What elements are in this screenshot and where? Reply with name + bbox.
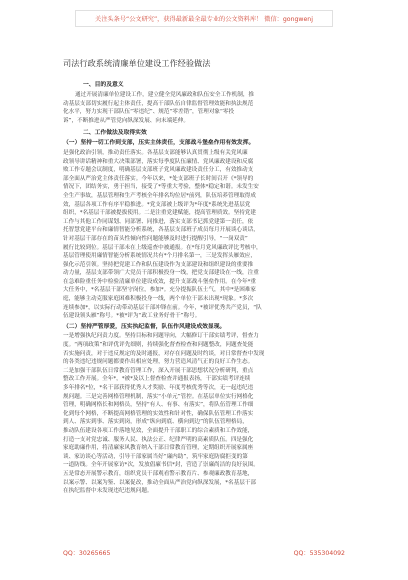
paragraph-line: 基层管理使用廉情智能分析系统情况共有*个月排名第一，三是发挥头雁效应，: [63, 253, 256, 260]
paragraph-line: 推动队伍建设各项工作落地见效，全面提升干部职工的综合素质和工作效能，: [63, 427, 254, 434]
document-title: 司法行政系统清廉单位建设工作经验做法: [63, 58, 211, 68]
paragraph-line: 部全面从严治党主体责任落实。今年以来，*处支部班子长时间召开《*领导的: [63, 175, 254, 182]
promo-banner: [75, 10, 333, 27]
paragraph-line: 度。“两项政策”和评优评先细则，持续强化督查检查和问题整改，问题查处能: [63, 342, 254, 349]
paragraph-line: 到人、落实到事、落实到岗，形成“纵向到底、横向到边”的队伍管理格局，: [63, 419, 248, 426]
paragraph-line: 组织，*名基层干部被提拔使用。二是注重党建赋能，提高管理质效。坚持党建: [63, 210, 256, 217]
paragraph-line: 通过开展清廉单位建设工作，建立健全党风廉政和队伍安全工作机制，推: [75, 92, 255, 98]
paragraph-line: 在急难险重任务中检验清廉单位建设成效，提升支部战斗堡垒作用。在今年*重: [63, 278, 256, 285]
paragraph-line: 规问题。三是完善网格管理机制，落实“小单元”管控。在基层单位实行网格化: [63, 393, 254, 400]
section2-heading: 二、工作做法及取得实效: [83, 130, 147, 137]
paragraph-line: 败工作专题会议制度，明确基层支部班子党风廉政建设责任分工，有效推动支: [63, 167, 254, 174]
paragraph-line: 整改工作开展。全年*，*被*及以上督查检查并通报表扬，干部实绩考评连续: [63, 376, 251, 383]
paragraph-line: 以案示警、以案为鉴、以案促改，推动全面从严治党向纵深发展，*名基层干部: [63, 479, 256, 486]
paragraph-line: 五是常态开展警示教育，组织党员干部观看警示教育片、参观廉政教育基地，: [63, 470, 254, 477]
subsection1-body: [63, 149, 345, 321]
paragraph-line: 履行比较到位。基层干部未在上级巡查中被通报。在*每月党风廉政评比考核中，: [63, 244, 262, 251]
paragraph-line: 二是加强干部队伍日常教育管理工作，深入开展干部思想状况分析研判，重点: [63, 367, 254, 374]
paragraph-line: 打造一支对党忠诚、服务人民、执法公正、纪律严明的高素质队伍。四是强化: [63, 436, 254, 443]
paragraph-line: 的各类违纪违规问题都要作出相应处理，努力营造风清气正的良好工作生态。: [63, 359, 254, 366]
qq-contact-1: QQ：30265665: [63, 550, 111, 557]
paragraph-line: 是强化政治引领，推动责任落实。各基层支部能够认真贯彻上级有关党风廉: [63, 149, 248, 156]
paragraph-line: 谈、家访谈心等活动，引导干部家属当好“廉内助”，筑牢家庭防腐拒变的第: [63, 453, 248, 460]
paragraph-line: 动力量，基层支部带领广大党员干部积极投身一线，把党支部建设在一线，注重: [63, 270, 259, 277]
paragraph-line: 托智慧党建平台和廉情智能分析系统，各基层支部班子成员每月开展谈心谈话，: [63, 227, 259, 234]
paragraph-line: 化到每个网格，不断提高网格管理的实效性和针对性，确保队伍管理工作落实: [63, 410, 254, 417]
paragraph-line: 连续参加*，以实际行动带动基层干部冲锋在前。今年，*被评优秀共产党员，“队: [63, 304, 262, 311]
paragraph-line: 多年排名*位，*名干部获得优秀人才奖励、年度考核优秀等次，无一起违纪违: [63, 385, 254, 391]
paragraph-line: 动基层支部切实履行起主体责任，提高干部队伍自律监督管理效能和执法规范: [63, 100, 254, 107]
document-body: [63, 58, 345, 496]
promo-banner-text: 关注头条号“公文研究”，获得最新最全最专业的公文资料库！ 微信：gongwenj: [95, 16, 313, 23]
paragraph-line: 情况下，团结务实，勇于担当，接受了*等重大考验，整体*稳定和谐。未发生安: [63, 184, 259, 191]
subsection2-heading: （二）坚持严管厚爱，压实执纪监督，队伍作风建设成效显现。: [63, 323, 226, 330]
section1-heading: 一、目的及意义: [83, 82, 124, 88]
paragraph-line: 在执纪监督中未发现违纪违规问题。: [63, 488, 153, 495]
paragraph-line: 全生产事故，基层管理和生产考核全年排名均位居*前列，队伍培养管理取得成: [63, 192, 256, 199]
section1-body: [63, 91, 345, 125]
paragraph-line: 家庭助廉作用，将清廉家风教育纳入干部日常教育管理，定期组织开展家属座: [63, 445, 254, 452]
paragraph-line: 伍建设领头雁”称号。*被*评为“政工业务好骨干”称号。: [63, 313, 201, 320]
paragraph-line: 管理，明确网格长和网格员，坚持“有人、有事、有落实”，将队伍管理工作细: [63, 402, 254, 409]
paragraph-line: 化水平，努力实现干部队伍“零违纪”、规范“零差错”，管理对象“零投: [63, 109, 235, 116]
paragraph-line: 大任务中，*名基层干部坚守岗位，参加*。充分提振队伍士气，其中*是困难家: [63, 287, 256, 294]
paragraph-line: 一是增强执纪问责力度。坚持目标和问题导向，大幅修订干部实绩考评，督查力: [63, 333, 259, 340]
subsection1-heading: （一）坚持一切工作到支部，压实主体责任，支部战斗堡垒作用有效发挥。: [63, 140, 255, 147]
paragraph-line: 针对基层干部存在的苗头性倾向性问题能够及时进行提醒引导，“一岗双责”: [63, 235, 248, 242]
paragraph-line: 庭，能够主动克服家庭困难积极投身一线，两个单位干部未出现*现象。*多次: [63, 296, 254, 303]
paragraph-line: 诉”，不断推进从严管党向纵深发展、向末端延伸。: [63, 117, 189, 124]
contact-footer: [63, 548, 345, 557]
paragraph-line: 工作与其他工作同谋划、同部署、同推进，落实支部书记抓党建第一责任，依: [63, 218, 254, 225]
subsection2-body: [63, 332, 345, 495]
paragraph-line: 强化示范引领。坚持把党建工作和队伍建设作为支部建设和组织建设的重要推: [63, 261, 254, 268]
paragraph-line: 效，基层各项工作有序平稳推进。*党支部被上级评为*年度*系统先进基层党: [63, 201, 251, 208]
paragraph-line: 一道防线。全年开展家访*次，发放倡廉书信*封，营造了崇廉尚洁的良好氛围。: [63, 462, 259, 469]
paragraph-line: 政领导讲话精神和重大决策部署，落实每季度队伍廉情、党风廉政建设和反腐: [63, 158, 254, 165]
paragraph-line: 否实施问责，对于违反规定的及时通报，对存在问题及时约谈，对日常督查中发现: [63, 350, 265, 357]
qq-contact-2: QQ：535304092: [293, 550, 345, 557]
